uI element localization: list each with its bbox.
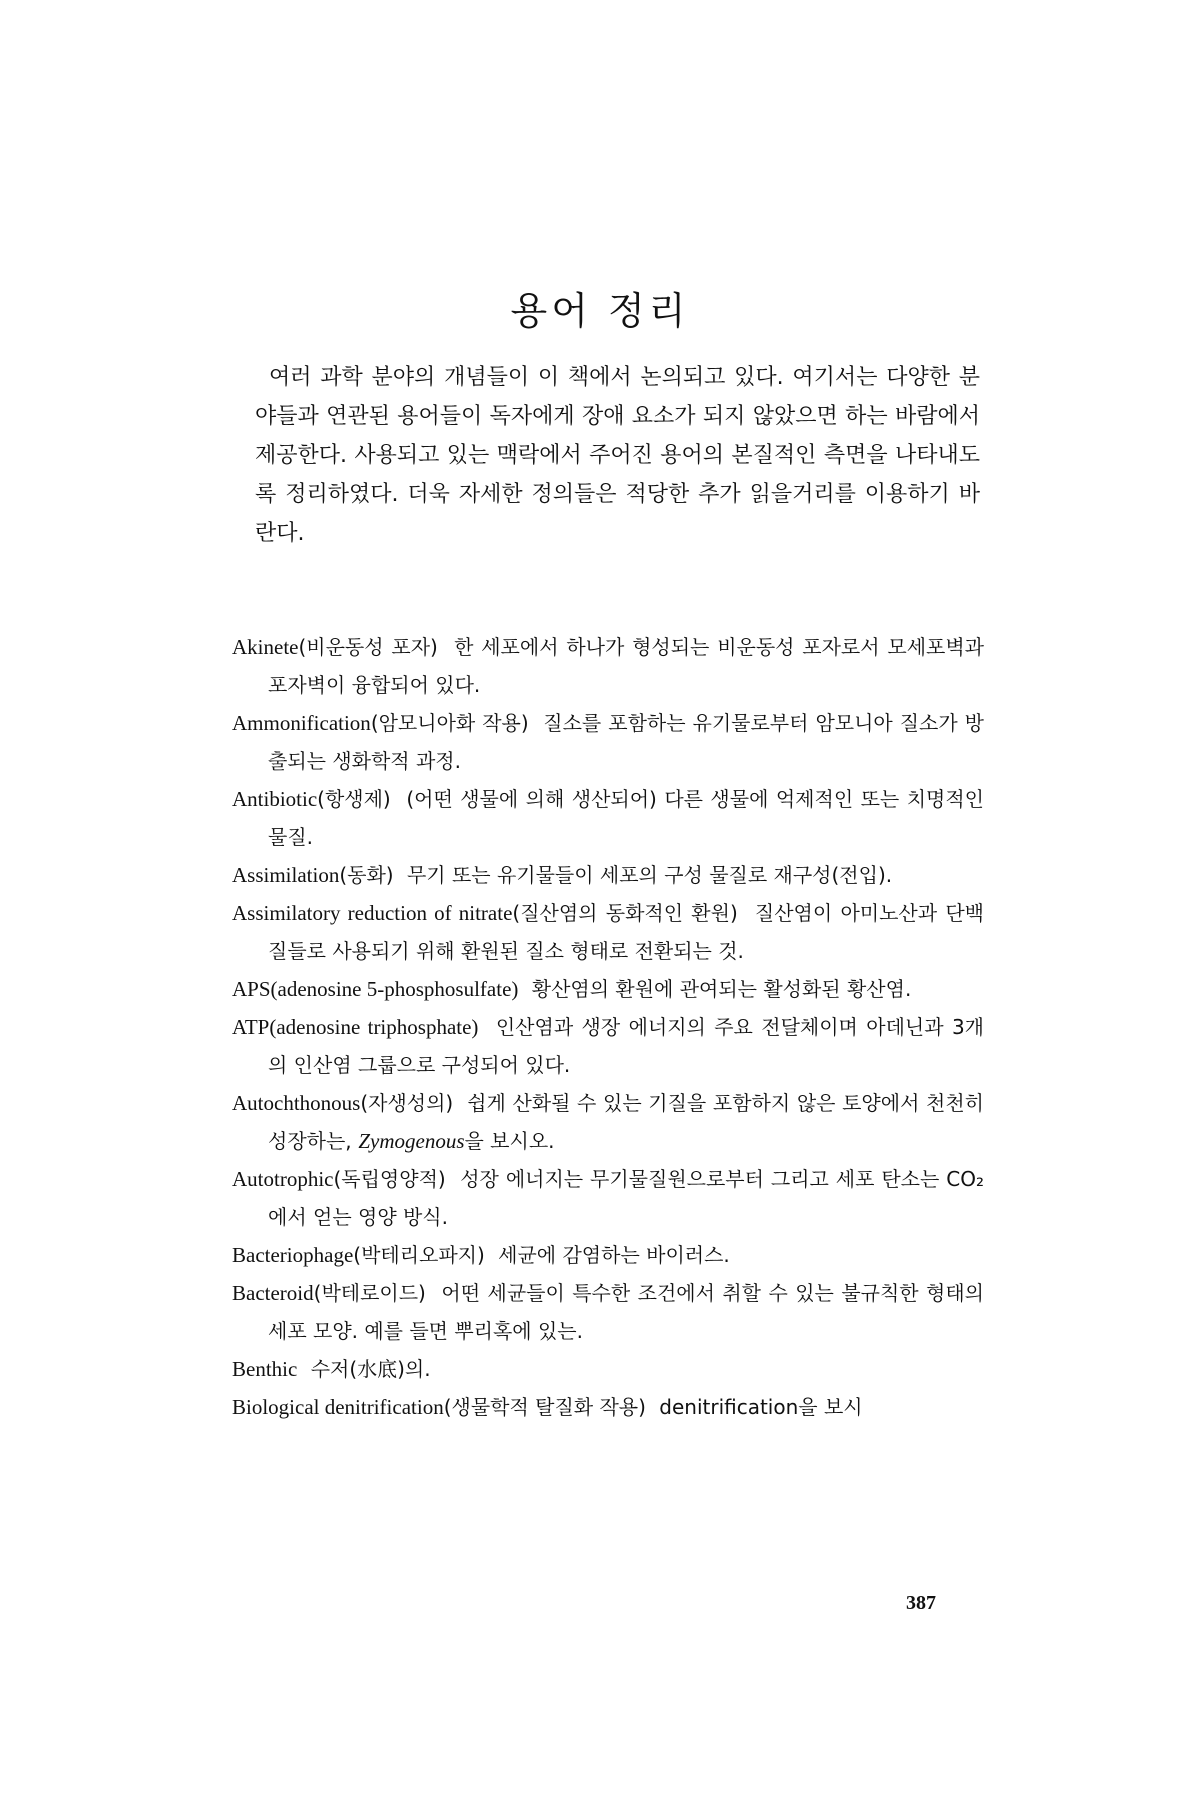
- glossary-entry: [232, 1160, 984, 1236]
- entry-korean: (질산염의 동화적인 환원): [512, 901, 738, 925]
- page-number: 387: [906, 1592, 936, 1614]
- entry-definition: (어떤 생물에 의해 생산되어) 다른 생물에 억제적인 또는 치명적인 물질.: [268, 787, 984, 849]
- glossary-entry: [232, 628, 984, 704]
- entry-korean: (생물학적 탈질화 작용): [443, 1395, 646, 1419]
- entry-korean: (adenosine triphosphate): [269, 1015, 479, 1039]
- entry-definition: 한 세포에서 하나가 형성되는 비운동성 포자로서 모세포벽과 포자벽이 융합되어 있다.: [268, 635, 984, 697]
- entry-definition: 인산염과 생장 에너지의 주요 전달체이며 아데닌과 3개의 인산염 그룹으로 구성되어 있다.: [268, 1015, 984, 1077]
- glossary-entry: [232, 1236, 984, 1274]
- entry-korean: (동화): [339, 863, 394, 887]
- entry-korean: (박테로이드): [313, 1281, 426, 1305]
- entry-korean: (암모니아화 작용): [370, 711, 529, 735]
- entry-term: Assimilatory reduction of nitrate: [232, 901, 513, 925]
- entry-definition: 성장 에너지는 무기물질원으로부터 그리고 세포 탄소는 CO₂에서 얻는 영양 방식.: [268, 1167, 984, 1229]
- entry-definition: 세균에 감염하는 바이러스.: [498, 1243, 730, 1267]
- entry-definition: 질소를 포함하는 유기물로부터 암모니아 질소가 방출되는 생화학적 과정.: [268, 711, 984, 773]
- entry-term: Bacteroid: [232, 1281, 314, 1305]
- glossary-entry: [232, 704, 984, 780]
- glossary-entry: [232, 894, 984, 970]
- intro-paragraph: 여러 과학 분야의 개념들이 이 책에서 논의되고 있다. 여기서는 다양한 분야들과 연관된 용어들이 독자에게 장애 요소가 되지 않았으면 하는 바람에서 제공한다. 사용되고 있는 맥락에서 주어진 용어의 본질적인 측면을 나타내도록 정리하였다. 더욱 자세한 정의들은 적당한 추가 읽을거리를 이용하기 바란다.: [255, 365, 980, 546]
- glossary-entry: [232, 970, 984, 1008]
- entry-term: APS: [232, 977, 271, 1001]
- glossary-entry: [232, 1274, 984, 1350]
- entry-term: Autotrophic: [232, 1167, 334, 1191]
- entry-korean: (독립영양적): [333, 1167, 446, 1191]
- entry-korean: (adenosine 5-phosphosulfate): [270, 977, 519, 1001]
- entry-definition: 황산염의 환원에 관여되는 활성화된 황산염.: [531, 977, 912, 1001]
- page-title: 용어 정리: [510, 289, 690, 333]
- entry-term: Biological denitrification: [232, 1395, 444, 1419]
- entry-term: Benthic: [232, 1357, 298, 1381]
- entry-definition: 쉽게 산화될 수 있는 기질을 포함하지 않은 토양에서 천천히 성장하는,: [268, 1091, 984, 1153]
- entry-korean: (박테리오파지): [353, 1243, 485, 1267]
- entry-definition: 질산염이 아미노산과 단백질들로 사용되기 위해 환원된 질소 형태로 전환되는 것.: [268, 901, 984, 963]
- entry-definition: 어떤 세균들이 특수한 조건에서 취할 수 있는 불규칙한 형태의 세포 모양. 예를 들면 뿌리혹에 있는.: [268, 1281, 985, 1343]
- entry-korean: (비운동성 포자): [298, 635, 438, 659]
- entry-reference-suffix: 을 보시오.: [464, 1129, 555, 1153]
- glossary-entry: [232, 1388, 984, 1426]
- glossary-list: [232, 628, 984, 1426]
- glossary-entry: [232, 780, 984, 856]
- entry-term: ATP: [232, 1015, 270, 1039]
- entry-definition: denitrification을 보시: [659, 1395, 863, 1419]
- entry-cross-reference: Zymogenous: [358, 1129, 465, 1153]
- entry-definition: 수저(水底)의.: [310, 1357, 431, 1381]
- glossary-entry: [232, 856, 984, 894]
- entry-term: Antibiotic: [232, 787, 318, 811]
- entry-term: Ammonification: [232, 711, 371, 735]
- entry-term: Autochthonous: [232, 1091, 361, 1115]
- entry-term: Assimilation: [232, 863, 340, 887]
- entry-korean: (자생성의): [360, 1091, 454, 1115]
- entry-term: Akinete: [232, 635, 299, 659]
- entry-term: Bacteriophage: [232, 1243, 354, 1267]
- entry-definition: 무기 또는 유기물들이 세포의 구성 물질로 재구성(전입).: [406, 863, 893, 887]
- glossary-entry: [232, 1350, 984, 1388]
- glossary-entry: [232, 1008, 984, 1084]
- glossary-entry: [232, 1084, 984, 1160]
- entry-korean: (항생제): [317, 787, 391, 811]
